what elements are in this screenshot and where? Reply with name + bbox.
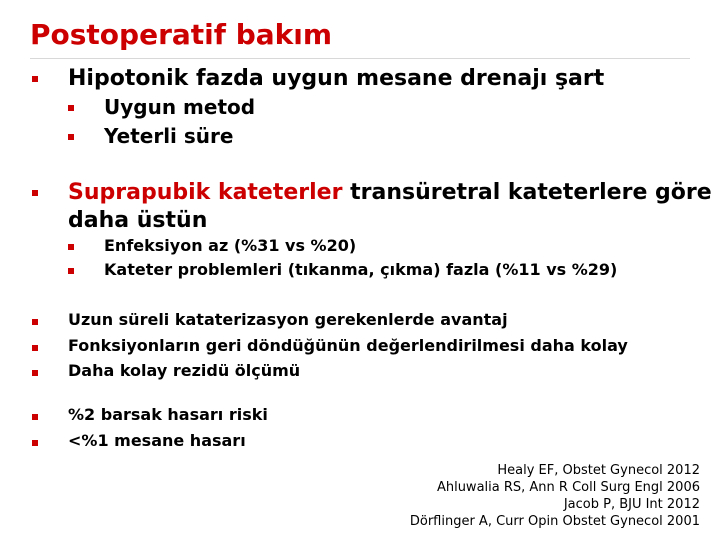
bullet-fonksiyonlar: Fonksiyonların geri döndüğünün değerlendirilmesi daha kolay [68, 336, 628, 355]
sub-bullet-enfeksiyon: Enfeksiyon az (%31 vs %20) [104, 236, 357, 255]
reference-item: Dörflinger A, Curr Opin Obstet Gynecol 2001 [409, 514, 700, 529]
sub-bullet-uygun-metod: Uygun metod [104, 95, 256, 119]
bullet-marker [32, 190, 38, 196]
bullet-barsak-hasari: %2 barsak hasarı riski [68, 405, 268, 424]
sub-bullet-marker [68, 105, 74, 111]
bullet-marker [32, 76, 38, 82]
bullet-suprapubik-rest: transüretral kateterlere göre [342, 180, 712, 205]
bullet-uzun-sureli: Uzun süreli kataterizasyon gerekenlerde avantaj [68, 310, 508, 329]
sub-bullet-marker [68, 268, 74, 274]
bullet-rezidu: Daha kolay rezidü ölçümü [68, 361, 301, 380]
bullet-hipotonik: Hipotonik fazda uygun mesane drenajı şart [68, 66, 605, 91]
bullet-mesane-hasari: <%1 mesane hasarı [68, 431, 246, 450]
reference-item: Ahluwalia RS, Ann R Coll Surg Engl 2006 [436, 480, 700, 495]
slide-title: Postoperatif bakım [30, 18, 333, 51]
bullet-suprapubik-line2: daha üstün [68, 208, 208, 233]
sub-bullet-yeterli-sure: Yeterli süre [104, 124, 234, 148]
reference-item: Jacob P, BJU Int 2012 [563, 497, 700, 512]
bullet-marker [32, 319, 38, 325]
bullet-marker [32, 370, 38, 376]
references [360, 462, 700, 530]
sub-bullet-marker [68, 244, 74, 250]
title-divider [30, 58, 690, 59]
bullet-suprapubik-highlight: Suprapubik kateterler [68, 180, 343, 205]
reference-item: Healy EF, Obstet Gynecol 2012 [497, 463, 700, 478]
sub-bullet-kateter-problemleri: Kateter problemleri (tıkanma, çıkma) fazla (%11 vs %29) [104, 260, 618, 279]
bullet-marker [32, 440, 38, 446]
bullet-suprapubik [68, 180, 712, 205]
bullet-marker [32, 414, 38, 420]
bullet-marker [32, 345, 38, 351]
sub-bullet-marker [68, 134, 74, 140]
